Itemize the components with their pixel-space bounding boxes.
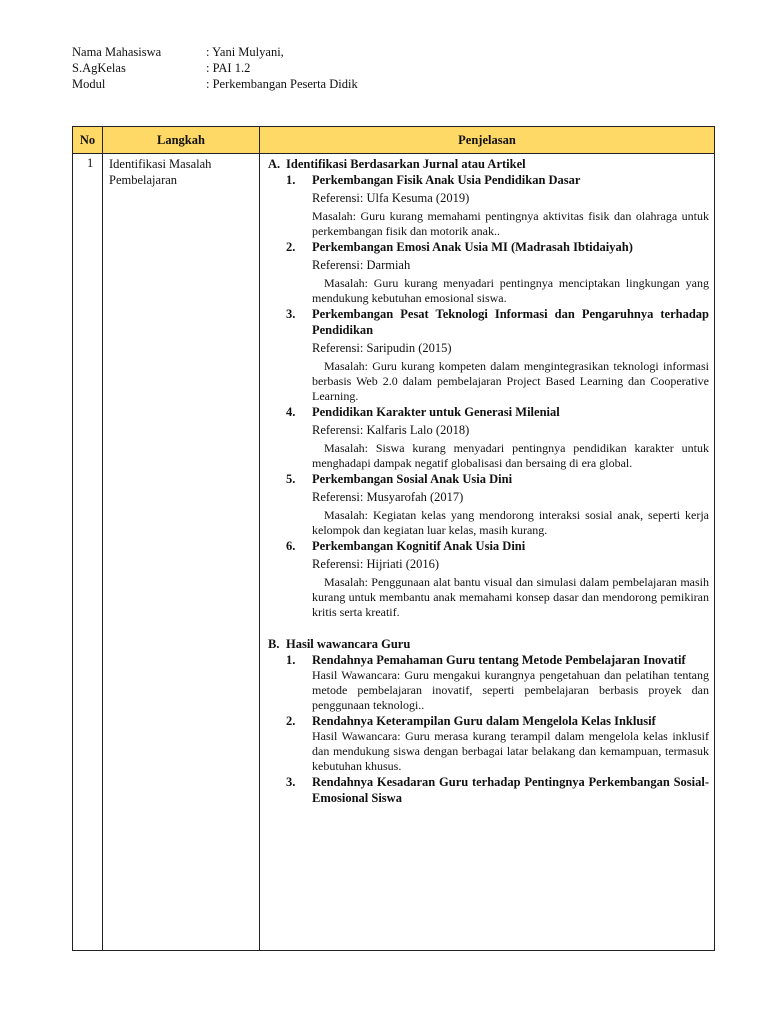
item-number: 1. [286,173,296,187]
item-reference: Referensi: Musyarofah (2017) [312,490,464,504]
section-letter: B. [268,637,280,651]
item-title: Pendidikan Karakter untuk Generasi Milenial [312,405,560,419]
item-reference: Referensi: Saripudin (2015) [312,341,452,355]
list-item [286,652,709,713]
section-letter: A. [268,157,281,171]
learning-steps-table [72,126,715,951]
item-title: Rendahnya Keterampilan Guru dalam Mengelola Kelas Inklusif [312,714,656,728]
item-title: Rendahnya Kesadaran Guru terhadap Pentingnya Perkembangan Sosial-Emosional Siswa [312,775,709,805]
list-item [286,404,709,471]
table-header-row [73,127,715,154]
section-a-title [268,156,709,172]
list-item [286,306,709,404]
header-row-module [72,76,358,92]
section-title: Identifikasi Berdasarkan Jurnal atau Artikel [286,157,526,171]
item-title: Perkembangan Fisik Anak Usia Pendidikan Dasar [312,173,581,187]
item-reference: Referensi: Ulfa Kesuma (2019) [312,191,470,205]
header-label: S.AgKelas [72,61,126,75]
item-reference: Referensi: Kalfaris Lalo (2018) [312,423,470,437]
item-description: Masalah: Guru kurang memahami pentingnya aktivitas fisik dan olahraga untuk perkembangan fisik dan motorik anak.. [312,209,709,238]
item-description: Masalah: Penggunaan alat bantu visual dan simulasi dalam pembelajaran masih kurang untuk membantu anak memahami konsep dasar dan mendorong pemikiran kritis serta kreatif. [312,575,709,619]
column-header-langkah: Langkah [103,127,260,154]
item-number: 2. [286,714,296,728]
item-reference: Referensi: Hijriati (2016) [312,557,440,571]
item-title: Perkembangan Emosi Anak Usia MI (Madrasah Ibtidaiyah) [312,240,633,254]
item-number: 3. [286,307,296,321]
header-value: : PAI 1.2 [206,61,251,75]
item-number: 5. [286,472,296,486]
item-number: 4. [286,405,296,419]
item-title: Perkembangan Kognitif Anak Usia Dini [312,539,526,553]
document-header [72,44,358,92]
list-item [286,713,709,774]
item-title: Perkembangan Pesat Teknologi Informasi dan Pengaruhnya terhadap Pendidikan [312,307,709,337]
item-description: Hasil Wawancara: Guru merasa kurang terampil dalam mengelola kelas inklusif dan mendukung siswa dengan berbagai latar belakang dan kemampuan, termasuk kebutuhan khusus. [312,729,709,773]
row-penjelasan [260,154,715,951]
list-item [286,471,709,538]
header-value: : Yani Mulyani, [206,45,284,59]
item-reference: Referensi: Darmiah [312,258,411,272]
table-row [73,154,715,951]
header-row-class [72,60,358,76]
item-title: Rendahnya Pemahaman Guru tentang Metode Pembelajaran Inovatif [312,653,686,667]
section-b-title [268,636,709,652]
column-header-no: No [73,127,103,154]
item-description: Masalah: Siswa kurang menyadari pentingnya pendidikan karakter untuk menghadapi dampak negatif globalisasi dan bersaing di era global. [312,441,709,470]
header-label: Modul [72,77,106,91]
item-description: Masalah: Guru kurang kompeten dalam mengintegrasikan teknologi informasi berbasis Web 2.0 dalam pembelajaran Project Based Learning dan Cooperative Learning. [312,359,709,403]
row-langkah: Identifikasi Masalah Pembelajaran [103,154,260,951]
list-item [286,239,709,306]
item-title: Perkembangan Sosial Anak Usia Dini [312,472,513,486]
item-description: Masalah: Guru kurang menyadari pentingnya menciptakan lingkungan yang mendukung kebutuhan emosional siswa. [312,276,709,305]
item-number: 3. [286,775,296,789]
item-number: 6. [286,539,296,553]
item-description: Masalah: Kegiatan kelas yang mendorong interaksi sosial anak, seperti kerja kelompok dan kegiatan luar kelas, masih kurang. [312,508,709,537]
list-item [286,774,709,806]
list-item [286,538,709,620]
column-header-penjelasan: Penjelasan [260,127,715,154]
row-number: 1 [73,154,103,951]
list-item [286,172,709,239]
header-row-name [72,44,358,60]
item-number: 1. [286,653,296,667]
header-label: Nama Mahasiswa [72,45,162,59]
section-title: Hasil wawancara Guru [286,637,411,651]
item-number: 2. [286,240,296,254]
item-description: Hasil Wawancara: Guru mengakui kurangnya pengetahuan dan pelatihan tentang metode pembelajaran inovatif, seperti pembelajaran berbasis proyek dan penggunaan teknologi.. [312,668,709,712]
header-value: : Perkembangan Peserta Didik [206,77,358,91]
